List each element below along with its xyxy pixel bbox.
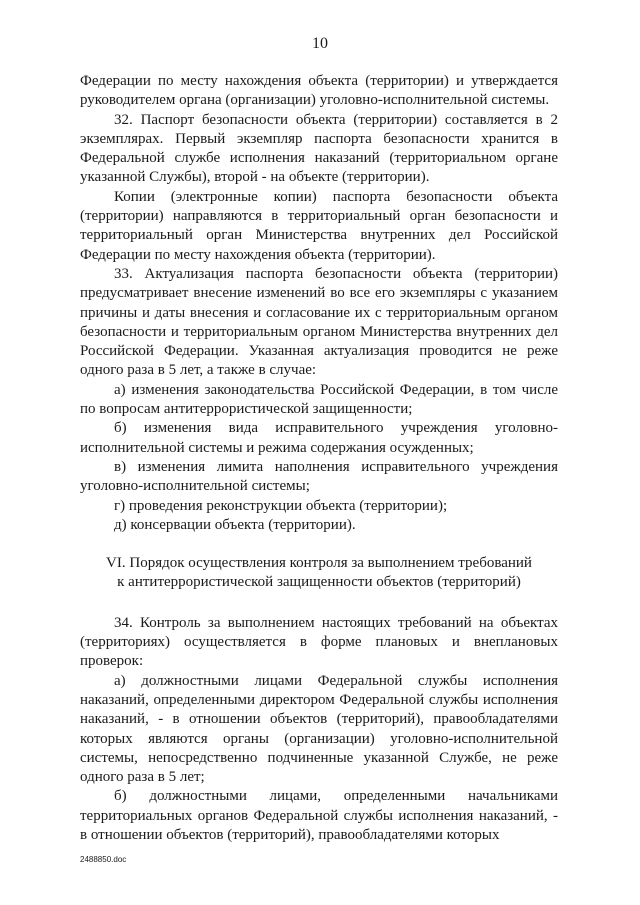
paragraph-34-item-b: б) должностными лицами, определенными начальниками территориальных органов Федеральной службы исполнения наказаний, - в отношении объектов (территорий), правообладателями которых <box>80 788 558 843</box>
paragraph-continuation: Федерации по месту нахождения объекта (территории) и утверждается руководителем органа (организации) уголовно-исполнительной системы. <box>80 73 558 109</box>
page-number: 10 <box>312 35 328 52</box>
document-body <box>80 72 558 845</box>
list-item-a: а) изменения законодательства Российской Федерации, в том числе по вопросам антитеррористической защищенности; <box>80 381 558 418</box>
footer-filename: 2488850.doc <box>80 855 127 864</box>
list-item-g: г) проведения реконструкции объекта (территории); <box>114 497 448 514</box>
section-heading <box>80 554 558 593</box>
section-heading-line-1: VI. Порядок осуществления контроля за выполнением требований <box>106 555 532 572</box>
list-item-d: д) консервации объекта (территории). <box>114 516 356 533</box>
list-item-v: в) изменения лимита наполнения исправительного учреждения уголовно-исполнительной системы; <box>80 458 558 495</box>
list-item-b: б) изменения вида исправительного учреждения уголовно-исполнительной системы и режима содержания осужденных; <box>80 420 558 456</box>
paragraph-33: 33. Актуализация паспорта безопасности объекта (территории) предусматривает внесение изменений во все его экземпляры с указанием причины и даты внесения и согласование их с территориальным органом безопасности и территориальным органом Министерства внутренних дел Российской Федерации. Указанная актуализация проводится не реже одного раза в 5 лет, а также в случае: <box>80 265 558 379</box>
paragraph-34: 34. Контроль за выполнением настоящих требований на объектах (территориях) осуществляется в форме плановых и внеплановых проверок: <box>80 614 558 670</box>
paragraph-32-copies: Копии (электронные копии) паспорта безопасности объекта (территории) направляются в территориальный орган безопасности и территориальный орган Министерства внутренних дел Российской Федерации по месту нахождения объекта (территории). <box>80 188 558 263</box>
section-heading-line-2: к антитеррористической защищенности объектов (территорий) <box>117 574 521 591</box>
paragraph-34-item-a: а) должностными лицами Федеральной службы исполнения наказаний, определенными директором Федеральной службы исполнения наказаний, - в отношении объектов (территорий), правообладателями которых являются органы (организации) уголовно-исполнительной системы, непосредственно подчиненные указанной Службе, не реже одного раза в 5 лет; <box>80 672 558 786</box>
paragraph-32: 32. Паспорт безопасности объекта (территории) составляется в 2 экземплярах. Первый экземпляр паспорта безопасности хранится в Федеральной службе исполнения наказаний (территориальном органе указанной Службы), второй - на объекте (территории). <box>80 111 558 186</box>
